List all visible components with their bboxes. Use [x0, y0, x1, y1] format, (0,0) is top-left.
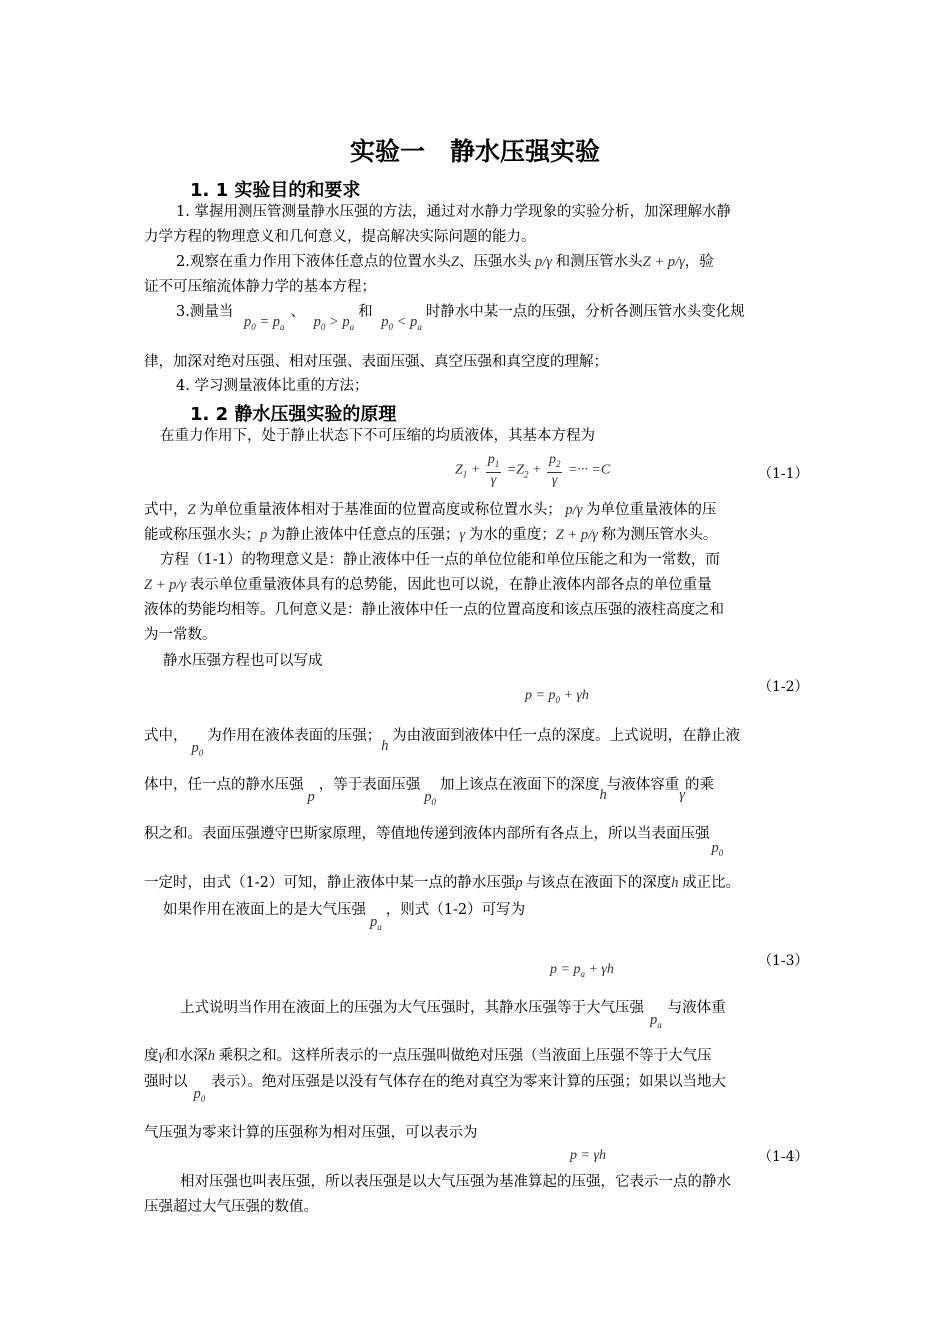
- text-line: 液体的势能均相等。几何意义是：静止液体中任一点的位置高度和该点压强的液柱高度之和: [144, 602, 724, 618]
- text-line: 方程（1-1）的物理意义是：静止液体中任一点的单位位能和单位压能之和为一常数，而: [160, 552, 720, 568]
- text-line: 能或称压强水头；p 为静止液体中任意点的压强；γ 为水的重度；Z + p/γ 称为测压管水头。: [144, 527, 718, 543]
- text-line: 3.测量当 $p_0 = p_a$、 $p_0 > p_a$和 $p_0 < p_a$时静水中某一点的压强，分析各测压管水头变化规: [176, 304, 745, 332]
- text-line: 度γ和水深h 乘积之和。这样所表示的一点压强叫做绝对压强（当液面上压强不等于大气压: [144, 1048, 712, 1064]
- text-line: 证不可压缩流体静力学的基本方程；: [144, 279, 376, 295]
- text-line: 相对压强也叫表压强，所以表压强是以大气压强为基准算起的压强，它表示一点的静水: [180, 1174, 731, 1190]
- text-line: 4. 学习测量液体比重的方法；: [176, 378, 369, 394]
- text-line: 式中，Z 为单位重量液体相对于基准面的位置高度或称位置水头； p/γ 为单位重量液体的压: [144, 502, 717, 518]
- equation-label: （1-2）: [758, 679, 809, 695]
- text-line: 律，加深对绝对压强、相对压强、表面压强、真空压强和真空度的理解；: [144, 354, 608, 370]
- text-line: 1. 掌握用测压管测量静水压强的方法，通过对水静力学现象的实验分析，加深理解水静: [176, 204, 731, 220]
- text-line: 为一常数。: [144, 627, 217, 643]
- section-heading-1-2: 1. 2 静水压强实验的原理: [190, 404, 397, 425]
- equation-label: （1-3）: [758, 953, 809, 969]
- text-line: 式中，$p_0$为作用在液体表面的压强；h 为由液面到液体中任一点的深度。上式说明，在静止液: [144, 728, 741, 758]
- text-line: 2.观察在重力作用下液体任意点的位置水头Z、压强水头 p/γ 和测压管水头Z + p/γ，验: [176, 254, 714, 270]
- page-title: 实验一 静水压强实验: [349, 137, 600, 166]
- equation-label: （1-4）: [758, 1149, 809, 1165]
- text-line: 强时以$p_0$表示）。绝对压强是以没有气体存在的绝对真空为零来计算的压强；如果以当地大: [144, 1074, 726, 1104]
- text-line: 体中，任一点的静水压强p，等于表面压强$p_0$加上该点在液面下的深度h与液体容重γ的乘: [144, 777, 714, 807]
- text-line: 一定时，由式（1-2）可知，静止液体中某一点的静水压强p 与该点在液面下的深度h 成正比。: [144, 875, 741, 891]
- text-line: 上式说明当作用在液面上的压强为大气压强时，其静水压强等于大气压强$p_a$与液体重: [180, 1000, 726, 1030]
- equation-label: （1-1）: [758, 466, 809, 482]
- text-line: Z + p/γ 表示单位重量液体具有的总势能，因此也可以说，在静止液体内部各点的单位重量: [144, 577, 712, 593]
- text-line: 如果作用在液面上的是大气压强$p_a$，则式（1-2）可写为: [163, 902, 526, 932]
- text-line: 在重力作用下，处于静止状态下不可压缩的均质液体，其基本方程为: [160, 428, 595, 444]
- section-heading-1-1: 1. 1 实验目的和要求: [190, 180, 361, 201]
- text-line: 压强超过大气压强的数值。: [144, 1199, 318, 1215]
- equation-1-2: $p = p_0 + \gamma h$: [525, 688, 589, 705]
- equation-1-1: $Z_1$ + $\frac{p_1}{\gamma}$ $=Z_2$ + $\frac{p_2}{\gamma}$ =··· =C: [455, 452, 611, 488]
- text-line: 气压强为零来计算的压强称为相对压强，可以表示为: [144, 1125, 478, 1141]
- text-line: 力学方程的物理意义和几何意义，提高解决实际问题的能力。: [144, 229, 536, 245]
- text-line: 静水压强方程也可以写成: [163, 653, 323, 669]
- equation-1-4: p = γh: [570, 1148, 606, 1163]
- equation-1-3: $p = p_a + \gamma h$: [550, 962, 614, 979]
- text-line: 积之和。表面压强遵守巴斯家原理，等值地传递到液体内部所有各点上，所以当表面压强$p_0$: [144, 826, 724, 858]
